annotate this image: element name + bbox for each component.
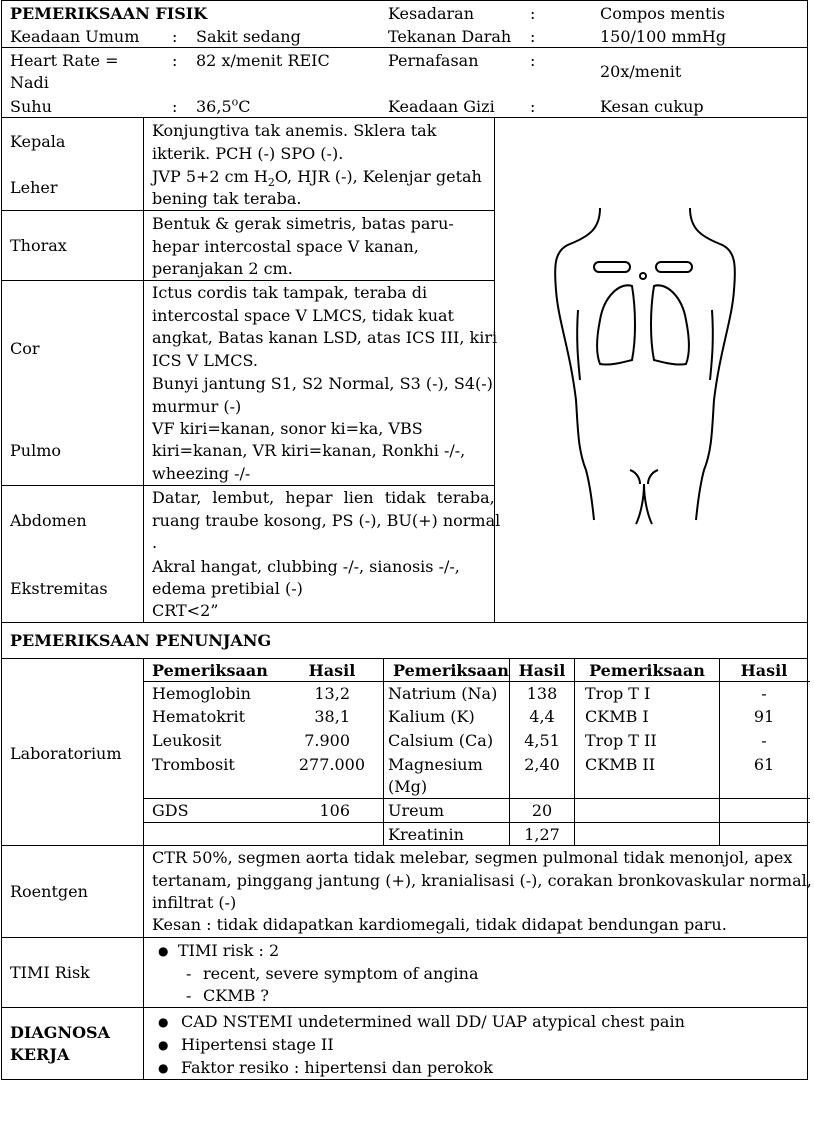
leher-line: JVP 5+2 cm $H_2O$, HJR (-), Kelenjar getah	[152, 167, 482, 190]
dash: -	[186, 964, 192, 983]
lab-cell: 91	[753, 707, 775, 726]
abdomen-line: .	[152, 533, 158, 552]
suhu-value: 36,5$^o$C	[196, 95, 251, 116]
keadaan-gizi-label: Keadaan Gizi	[388, 97, 495, 116]
lab-header: Hasil	[308, 661, 356, 680]
timi-sub: recent, severe symptom of angina	[203, 964, 479, 983]
lab-cell: Hematokrit	[152, 707, 246, 726]
lab-cell: 277.000	[298, 755, 365, 774]
pernafasan-label: Pernafasan	[388, 51, 479, 70]
cor-line: ICS V LMCS.	[152, 351, 258, 370]
lab-header: Pemeriksaan	[589, 661, 705, 680]
pulmo-line: VF kiri=kanan, sonor ki=ka, VBS	[152, 419, 423, 438]
bullet-icon: ●	[158, 1038, 169, 1052]
border-left	[1, 0, 2, 1080]
rule	[574, 658, 575, 845]
abdomen-line: Datar, lembut, hepar lien tidak teraba,	[152, 488, 495, 507]
lab-cell: CKMB I	[585, 707, 649, 726]
colon: :	[530, 97, 536, 116]
lab-cell: Trop T II	[585, 731, 657, 750]
rule	[1, 485, 495, 486]
lab-cell: GDS	[152, 801, 189, 820]
keadaan-umum-value: Sakit sedang	[196, 27, 301, 46]
arm-right	[710, 310, 713, 380]
rule	[383, 658, 384, 845]
kesadaran-value: Compos mentis	[600, 4, 725, 23]
lab-cell: 61	[753, 755, 775, 774]
lab-cell: Trop T I	[585, 684, 651, 703]
colon: :	[172, 97, 178, 116]
lab-header: Hasil	[740, 661, 788, 680]
penunjang-title: PEMERIKSAAN PENUNJANG	[10, 631, 272, 650]
ekstremitas-label: Ekstremitas	[10, 579, 108, 598]
iliac-left	[630, 470, 640, 484]
colon: :	[172, 51, 178, 70]
kesadaran-label: Kesadaran	[388, 4, 475, 23]
colon: :	[530, 51, 536, 70]
chest-diagram	[540, 200, 750, 540]
rule	[1, 210, 495, 211]
pulmo-line: wheezing -/-	[152, 464, 251, 483]
lung-left	[597, 285, 635, 364]
heart-rate-label: Heart Rate =	[10, 51, 119, 70]
lab-cell: 4,51	[524, 731, 560, 750]
lab-cell: Calsium (Ca)	[388, 731, 494, 750]
lab-header: Hasil	[518, 661, 566, 680]
sternal-notch	[640, 273, 646, 279]
kepala-line: Konjungtiva tak anemis. Sklera tak	[152, 121, 437, 140]
tekanan-darah-value: 150/100 mmHg	[600, 27, 727, 46]
lab-cell: 38,1	[314, 707, 350, 726]
cor-line: murmur (-)	[152, 397, 242, 416]
leher-line: bening tak teraba.	[152, 189, 302, 208]
rule	[1, 622, 808, 623]
rule	[1, 1007, 808, 1008]
lab-cell: -	[761, 731, 767, 750]
leher-label: Leher	[10, 178, 58, 197]
lab-cell: 1,27	[524, 825, 560, 844]
border-bottom	[1, 1079, 808, 1080]
rule	[143, 822, 810, 823]
rule	[1, 937, 808, 938]
keadaan-umum-label: Keadaan Umum	[10, 27, 140, 46]
diagnosa-item: Faktor resiko : hipertensi dan perokok	[181, 1058, 493, 1077]
roentgen-line: Kesan : tidak didapatkan kardiomegali, tidak didapat bendungan paru.	[152, 915, 727, 934]
lab-cell: Hemoglobin	[152, 684, 251, 703]
lab-cell: 106	[319, 801, 350, 820]
roentgen-label: Roentgen	[10, 882, 88, 901]
pernafasan-value: 20x/menit	[600, 62, 682, 81]
kepala-label: Kepala	[10, 132, 66, 151]
lab-header: Pemeriksaan	[152, 661, 268, 680]
bullet-icon: ●	[158, 1061, 169, 1075]
rule	[143, 658, 144, 1079]
rule	[494, 117, 495, 622]
cor-line: intercostal space V LMCS, tidak kuat	[152, 306, 454, 325]
roentgen-line: CTR 50%, segmen aorta tidak melebar, segmen pulmonal tidak menonjol, apex	[152, 848, 793, 867]
lab-cell: 4,4	[529, 707, 555, 726]
timi-label: TIMI Risk	[10, 963, 90, 982]
heart-rate-value: 82 x/menit REIC	[196, 51, 330, 70]
lab-cell: CKMB II	[585, 755, 656, 774]
ekstremitas-line: edema pretibial (-)	[152, 579, 303, 598]
diagnosa-label: DIAGNOSA	[10, 1023, 110, 1042]
lab-cell: 7.900	[304, 731, 350, 750]
bullet-icon: ●	[158, 1015, 169, 1029]
colon: :	[530, 4, 536, 23]
laboratorium-label: Laboratorium	[10, 744, 122, 763]
keadaan-gizi-value: Kesan cukup	[600, 97, 704, 116]
clavicle-left	[594, 262, 630, 272]
abdomen-label: Abdomen	[10, 511, 87, 530]
lab-cell: 138	[526, 684, 558, 703]
lung-right	[651, 285, 689, 364]
clavicle-right	[656, 262, 692, 272]
pulmo-line: kiri=kanan, VR kiri=kanan, Ronkhi -/-,	[152, 441, 466, 460]
cor-label: Cor	[10, 339, 40, 358]
lab-cell: 20	[531, 801, 553, 820]
colon: :	[530, 27, 536, 46]
lab-cell: -	[761, 684, 767, 703]
cor-line: Bunyi jantung S1, S2 Normal, S3 (-), S4(-)	[152, 374, 493, 393]
roentgen-line: infiltrat (-)	[152, 893, 237, 912]
suhu-label: Suhu	[10, 97, 52, 116]
colon: :	[172, 27, 178, 46]
rule	[143, 117, 144, 622]
roentgen-line: tertanam, pinggang jantung (+), kranialisasi (-), corakan bronkovaskular normal,	[152, 871, 812, 890]
thorax-line: Bentuk & gerak simetris, batas paru-	[152, 214, 454, 233]
abdomen-line: ruang traube kosong, PS (-), BU(+) normal	[152, 511, 501, 530]
pulmo-label: Pulmo	[10, 441, 61, 460]
lab-cell: 2,40	[524, 755, 560, 774]
dash: -	[186, 986, 192, 1005]
rule	[143, 798, 810, 799]
timi-main: TIMI risk : 2	[178, 941, 280, 960]
cor-line: Ictus cordis tak tampak, teraba di	[152, 283, 428, 302]
border-right	[807, 0, 808, 1080]
groin-line	[636, 484, 652, 524]
bullet-icon: ●	[158, 944, 169, 958]
diagnosa-item: CAD NSTEMI undetermined wall DD/ UAP atypical chest pain	[181, 1012, 685, 1031]
thorax-label: Thorax	[10, 236, 67, 255]
diagnosa-item: Hipertensi stage II	[181, 1035, 334, 1054]
rule	[1, 658, 808, 659]
iliac-right	[648, 470, 658, 484]
lab-header: Pemeriksaan	[393, 661, 509, 680]
diagnosa-label: KERJA	[10, 1045, 70, 1064]
thorax-line: peranjakan 2 cm.	[152, 259, 293, 278]
lab-cell: (Mg)	[388, 777, 428, 796]
kepala-line: ikterik. PCH (-) SPO (-).	[152, 144, 344, 163]
ekstremitas-line: Akral hangat, clubbing -/-, sianosis -/-,	[152, 557, 460, 576]
lab-cell: 13,2	[314, 684, 350, 703]
fisik-title: PEMERIKSAAN FISIK	[10, 4, 208, 23]
border-top	[1, 0, 808, 1]
lab-cell: Kreatinin	[388, 825, 464, 844]
lab-cell: Magnesium	[388, 755, 483, 774]
rule	[1, 280, 495, 281]
nadi-label: Nadi	[10, 73, 49, 92]
lab-cell: Kalium (K)	[388, 707, 475, 726]
thorax-line: hepar intercostal space V kanan,	[152, 237, 419, 256]
tekanan-darah-label: Tekanan Darah	[388, 27, 512, 46]
arm-left	[577, 310, 580, 380]
lab-cell: Natrium (Na)	[388, 684, 498, 703]
timi-sub: CKMB ?	[203, 986, 269, 1005]
lab-cell: Leukosit	[152, 731, 222, 750]
ekstremitas-line: CRT<2”	[152, 601, 219, 620]
lab-cell: Trombosit	[152, 755, 235, 774]
cor-line: angkat, Batas kanan LSD, atas ICS III, kiri	[152, 328, 498, 347]
lab-cell: Ureum	[388, 801, 445, 820]
